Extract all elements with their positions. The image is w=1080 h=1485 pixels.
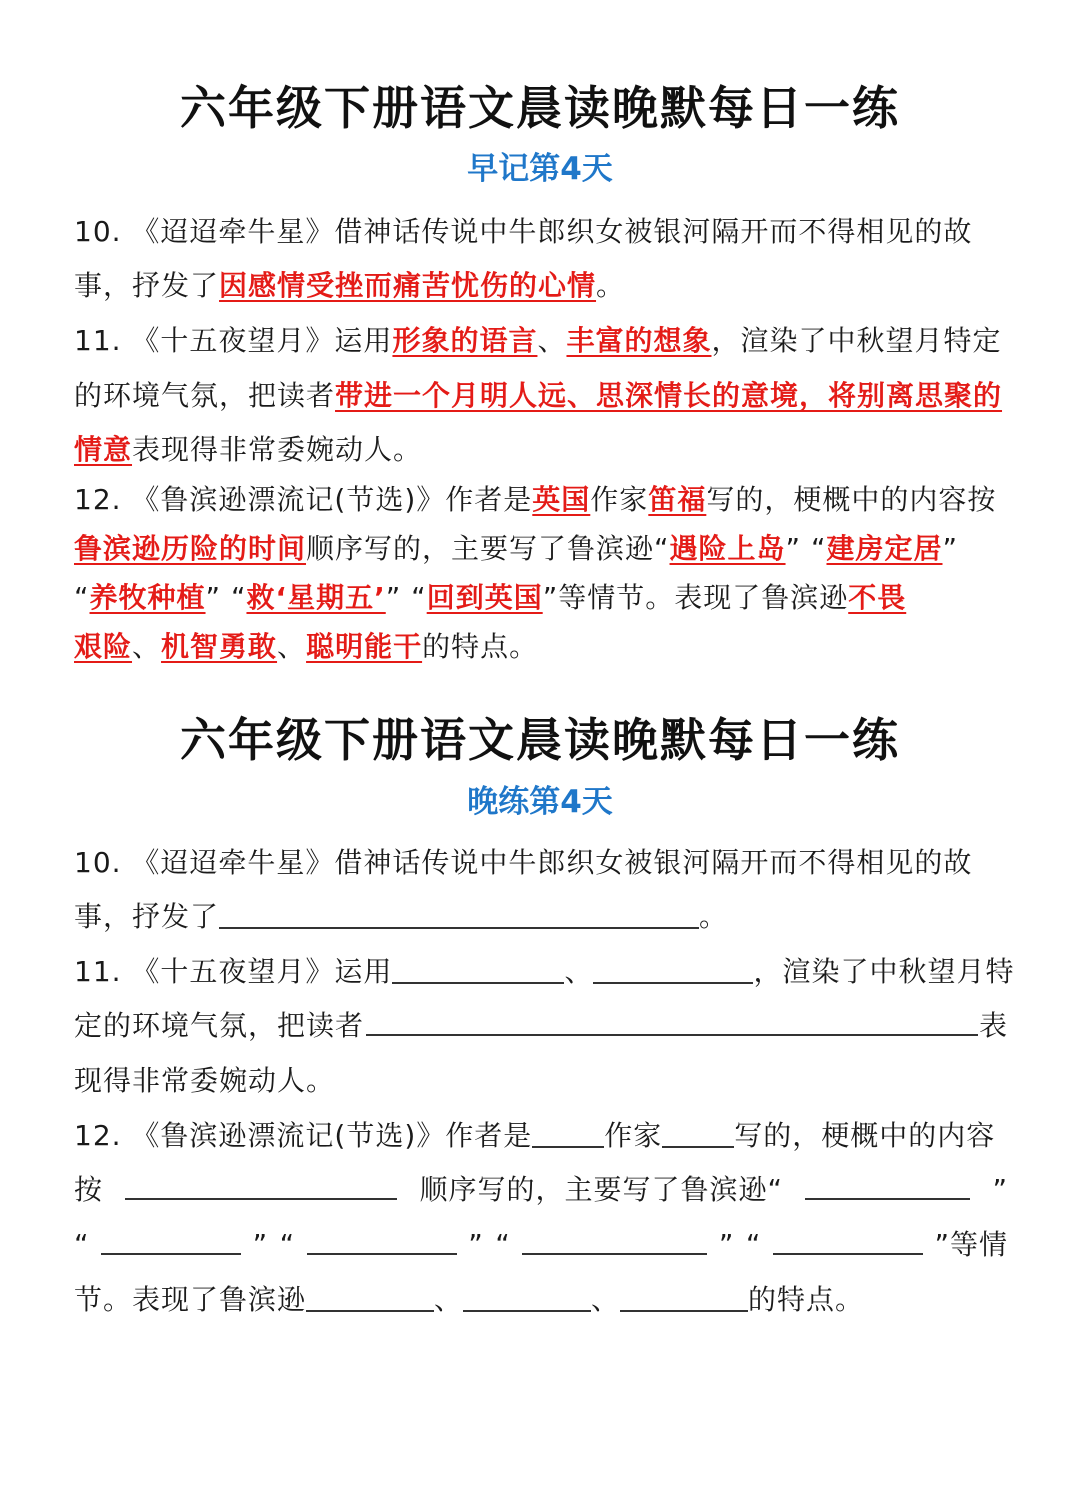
answer-text: 艰险 [74,630,133,663]
morning-line-4: 的环境气氛，把读者带进一个月明人远、思深情长的意境，将别离思聚的 [74,379,1003,412]
answer-text: 救‘星期五’ [246,581,386,614]
evening-line-9: 节。表现了鲁滨逊 、 、 的特点。 [74,1283,865,1316]
answer-text: 养牧种植 [89,581,206,614]
answer-text: 英国 [532,483,591,516]
answer-text: 鲁滨逊历险的时间 [74,532,307,565]
morning-line-6: 12. 《鲁滨逊漂流记(节选)》作者是英国作家笛福写的，梗概中的内容按 [74,483,997,516]
answer-text: 笛福 [648,483,707,516]
answer-text: 建房定居 [826,532,943,565]
evening-line-4: 定的环境气氛，把读者 表 [74,1006,1008,1046]
answer-blank[interactable] [392,954,564,984]
morning-title: 六年级下册语文晨读晚默每日一练 [180,81,900,135]
evening-subtitle: 晚练第4天 [467,784,613,820]
answer-blank[interactable] [593,954,753,984]
answer-blank[interactable] [620,1282,748,1312]
answer-text: 聪明能干 [306,630,423,663]
answer-text: 形象的语言 [392,324,538,357]
answer-blank[interactable] [662,1118,734,1148]
answer-blank[interactable] [805,1170,970,1200]
morning-line-3: 11. 《十五夜望月》运用形象的语言、丰富的想象，渲染了中秋望月特定 [74,324,1002,357]
answer-blank[interactable] [463,1282,591,1312]
answer-text: 因感情受挫而痛苦忧伤的心情 [219,269,597,302]
morning-line-1: 10. 《迢迢牵牛星》借神话传说中牛郎织女被银河隔开而不得相见的故 [74,215,973,248]
answer-blank[interactable] [101,1225,241,1255]
answer-text: 机智勇敢 [161,630,278,663]
answer-blank[interactable] [366,1006,978,1036]
morning-line-2: 事，抒发了因感情受挫而痛苦忧伤的心情。 [74,269,626,302]
evening-line-3: 11. 《十五夜望月》运用 、 ，渲染了中秋望月特 [74,955,1015,988]
answer-text: 丰富的想象 [566,324,712,357]
answer-blank[interactable] [307,1225,457,1255]
answer-blank[interactable] [219,899,699,929]
answer-blank[interactable] [522,1225,707,1255]
answer-text: 情意 [74,433,133,466]
answer-text: 不畏 [848,581,907,614]
evening-title: 六年级下册语文晨读晚默每日一练 [180,713,900,767]
answer-text: 回到英国 [426,581,543,614]
answer-blank[interactable] [306,1282,434,1312]
evening-line-1: 10. 《迢迢牵牛星》借神话传说中牛郎织女被银河隔开而不得相见的故 [74,846,973,879]
answer-text: 带进一个月明人远、思深情长的意境，将别离思聚的 [335,379,1003,412]
answer-blank[interactable] [773,1225,923,1255]
morning-line-8: “养牧种植” “救‘星期五’” “回到英国”等情节。表现了鲁滨逊不畏 [74,581,907,614]
answer-text: 遇险上岛 [669,532,786,565]
evening-line-8: “ ” “ ” “ ” “ ”等情 [74,1225,1008,1265]
morning-line-7: 鲁滨逊历险的时间顺序写的，主要写了鲁滨逊“遇险上岛” “建房定居” [74,532,959,565]
evening-line-6: 12. 《鲁滨逊漂流记(节选)》作者是 作家 写的，梗概中的内容 [74,1119,996,1152]
morning-line-5: 情意表现得非常委婉动人。 [74,433,423,466]
evening-line-2: 事，抒发了 。 [74,900,729,933]
evening-line-7: 按 顺序写的，主要写了鲁滨逊“ ” [74,1170,1008,1210]
morning-line-9: 艰险、机智勇敢、聪明能干的特点。 [74,630,539,663]
answer-blank[interactable] [532,1118,604,1148]
evening-line-5: 现得非常委婉动人。 [74,1064,336,1097]
morning-subtitle: 早记第4天 [467,151,613,187]
answer-blank[interactable] [125,1170,397,1200]
